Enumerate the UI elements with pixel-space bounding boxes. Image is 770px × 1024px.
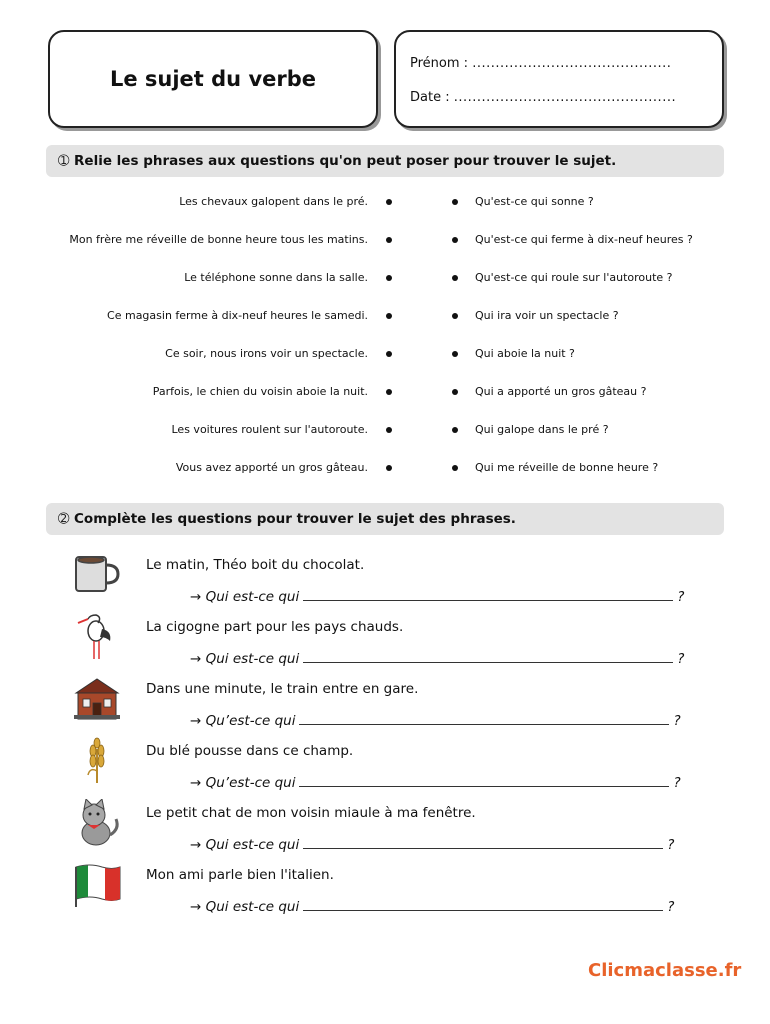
student-info-box — [394, 30, 724, 128]
italian-flag-icon — [72, 861, 122, 909]
left-sentence: Le téléphone sonne dans la salle. — [184, 271, 368, 284]
answer-line[interactable] — [190, 836, 674, 853]
left-dot[interactable] — [386, 389, 392, 395]
matching-row — [0, 461, 770, 481]
answer-prompt: → Qui est-ce qui — [190, 651, 300, 667]
matching-row — [0, 309, 770, 329]
right-dot[interactable] — [452, 237, 458, 243]
left-sentence: Ce soir, nous irons voir un spectacle. — [165, 347, 368, 360]
right-dot[interactable] — [452, 199, 458, 205]
left-dot[interactable] — [386, 199, 392, 205]
left-dot[interactable] — [386, 351, 392, 357]
stork-icon — [72, 613, 122, 661]
answer-line[interactable] — [190, 650, 684, 667]
answer-end: ? — [677, 589, 685, 605]
prenom-label: Prénom : — [410, 56, 469, 71]
right-dot[interactable] — [452, 275, 458, 281]
section1-header — [46, 145, 724, 177]
matching-row — [0, 385, 770, 405]
right-dot[interactable] — [452, 351, 458, 357]
left-sentence: Les voitures roulent sur l'autoroute. — [171, 423, 368, 436]
section2-header — [46, 503, 724, 535]
answer-blank[interactable] — [303, 650, 673, 663]
answer-blank[interactable] — [299, 774, 669, 787]
exercise-sentence: Le matin, Théo boit du chocolat. — [146, 557, 365, 573]
matching-row — [0, 271, 770, 291]
matching-row — [0, 347, 770, 367]
answer-blank[interactable] — [299, 712, 669, 725]
date-dots: ................................................ — [453, 90, 677, 105]
right-question: Qu'est-ce qui roule sur l'autoroute ? — [475, 271, 673, 284]
answer-end: ? — [673, 713, 681, 729]
right-question: Qui aboie la nuit ? — [475, 347, 575, 360]
answer-line[interactable] — [190, 774, 681, 791]
date-line — [410, 90, 676, 105]
exercise-sentence: La cigogne part pour les pays chauds. — [146, 619, 404, 635]
answer-prompt: → Qui est-ce qui — [190, 837, 300, 853]
answer-end: ? — [667, 837, 675, 853]
answer-blank[interactable] — [303, 588, 673, 601]
answer-prompt: → Qui est-ce qui — [190, 899, 300, 915]
right-dot[interactable] — [452, 389, 458, 395]
answer-blank[interactable] — [303, 898, 663, 911]
prenom-line — [410, 56, 671, 71]
answer-blank[interactable] — [303, 836, 663, 849]
section2-title: ➁ Complète les questions pour trouver le sujet des phrases. — [58, 511, 516, 527]
wheat-icon — [72, 737, 122, 785]
left-sentence: Mon frère me réveille de bonne heure tous les matins. — [69, 233, 368, 246]
right-question: Qui galope dans le pré ? — [475, 423, 609, 436]
worksheet-title — [48, 30, 378, 128]
answer-line[interactable] — [190, 588, 684, 605]
exercise-sentence: Le petit chat de mon voisin miaule à ma fenêtre. — [146, 805, 476, 821]
right-question: Qui a apporté un gros gâteau ? — [475, 385, 647, 398]
prenom-dots: ........................................... — [472, 56, 672, 71]
left-dot[interactable] — [386, 313, 392, 319]
answer-line[interactable] — [190, 898, 674, 915]
left-sentence: Les chevaux galopent dans le pré. — [179, 195, 368, 208]
exercise-sentence: Du blé pousse dans ce champ. — [146, 743, 354, 759]
answer-line[interactable] — [190, 712, 681, 729]
matching-row — [0, 195, 770, 215]
left-sentence: Vous avez apporté un gros gâteau. — [175, 461, 368, 474]
answer-prompt: → Qui est-ce qui — [190, 589, 300, 605]
left-sentence: Ce magasin ferme à dix-neuf heures le samedi. — [107, 309, 368, 322]
right-dot[interactable] — [452, 313, 458, 319]
date-label: Date : — [410, 90, 450, 105]
answer-prompt: → Qu’est-ce qui — [190, 713, 296, 729]
train-station-icon — [72, 675, 122, 723]
answer-end: ? — [673, 775, 681, 791]
left-dot[interactable] — [386, 465, 392, 471]
answer-end: ? — [677, 651, 685, 667]
mug-icon — [72, 551, 122, 599]
left-dot[interactable] — [386, 427, 392, 433]
right-question: Qui ira voir un spectacle ? — [475, 309, 619, 322]
matching-row — [0, 423, 770, 443]
answer-prompt: → Qu’est-ce qui — [190, 775, 296, 791]
right-question: Qu'est-ce qui sonne ? — [475, 195, 594, 208]
section1-title: ➀ Relie les phrases aux questions qu'on peut poser pour trouver le sujet. — [58, 153, 617, 169]
exercise-sentence: Mon ami parle bien l'italien. — [146, 867, 334, 883]
answer-end: ? — [667, 899, 675, 915]
logo-text: Clicmaclasse.fr — [588, 960, 742, 981]
cat-icon — [72, 799, 122, 847]
right-dot[interactable] — [452, 465, 458, 471]
exercise-sentence: Dans une minute, le train entre en gare. — [146, 681, 419, 697]
matching-row — [0, 233, 770, 253]
right-dot[interactable] — [452, 427, 458, 433]
page-title: Le sujet du verbe — [109, 67, 317, 91]
left-dot[interactable] — [386, 275, 392, 281]
left-sentence: Parfois, le chien du voisin aboie la nuit. — [152, 385, 368, 398]
right-question: Qui me réveille de bonne heure ? — [475, 461, 659, 474]
right-question: Qu'est-ce qui ferme à dix-neuf heures ? — [475, 233, 693, 246]
left-dot[interactable] — [386, 237, 392, 243]
site-logo — [588, 960, 741, 981]
